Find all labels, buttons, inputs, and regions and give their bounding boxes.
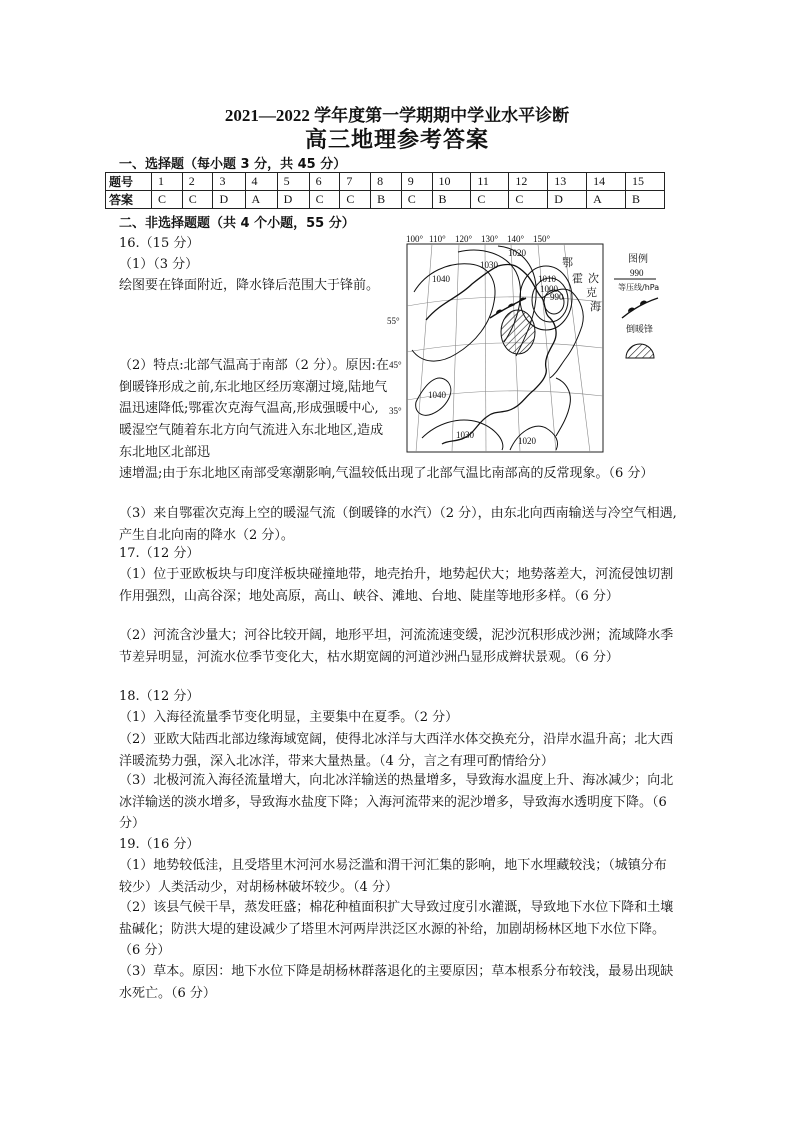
lon-label: 130° [481, 234, 499, 244]
table-cell: D [213, 191, 245, 209]
q18-part3-text: （3）北极河流入海径流量增大，向北冰洋输送的热量增多，导致海水温度上升、海冰减少；向北冰洋输送的淡水增多，导致海水盐度下降；入海河流带来的泥沙增多，导致海水透明度下降。（6 分） [119, 773, 674, 832]
exam-title: 2021—2022 学年度第一学期期中学业水平诊断 [224, 106, 570, 125]
table-cell: B [371, 191, 402, 209]
q18-part2-text: （2）亚欧大陆西北部边缘海域宽阔，使得北冰洋与大西洋水体交换充分，沿岸水温升高；北大西洋暖流势力强，深入北冰洋，带来大量热量。（4 分，言之有理可酌情给分） [119, 732, 674, 769]
table-cell: 12 [509, 173, 548, 191]
weather-map-figure [386, 232, 682, 458]
question-number-row [106, 173, 665, 191]
table-cell: 15 [625, 173, 664, 191]
table-cell: C [309, 191, 340, 209]
table-cell: 6 [309, 173, 340, 191]
q17-part1-text: （1）位于亚欧板块与印度洋板块碰撞地带，地壳抬升，地势起伏大；地势落差大，河流侵蚀切割作用强烈，山高谷深；地处高原，高山、峡谷、滩地、台地、陡崖等地形多样。（6 分） [119, 567, 674, 604]
lon-label: 140° [507, 234, 525, 244]
q18-heading: 18.（12 分） [119, 689, 200, 704]
lat-label: 35° [389, 406, 402, 416]
section2-heading: 二、非选择题题（共 4 个小题，55 分） [119, 216, 355, 231]
isobar-label: 1020 [508, 248, 526, 258]
sea-label-char: 海 [590, 300, 601, 313]
q17-part2-text: （2）河流含沙量大；河谷比较开阔，地形平坦，河流流速变缓，泥沙沉积形成沙洲；流域降水季节差异明显，河流水位季节变化大，枯水期宽阔的河道沙洲凸显形成辫状景观。（6 分） [119, 628, 674, 665]
legend-isobar-value: 990 [630, 268, 644, 278]
table-cell: C [152, 191, 183, 209]
answer-table [105, 172, 665, 209]
isobar-label: 1020 [518, 436, 536, 446]
isobar-label: 1030 [456, 430, 474, 440]
isobar-label: 1040 [432, 274, 450, 284]
table-cell: 10 [432, 173, 471, 191]
q17-heading: 17.（12 分） [119, 546, 200, 561]
q19-part1-text: （1）地势较低洼，且受塔里木河河水易泛滥和渭干河汇集的影响，地下水埋藏较浅；（城镇分布较少）人类活动少，对胡杨林破坏较少。（4 分） [119, 858, 667, 895]
table-cell: 9 [401, 173, 432, 191]
table-cell: 11 [471, 173, 509, 191]
isobar-line-1040-north [412, 264, 495, 361]
table-cell: A [587, 191, 626, 209]
table-cell: C [401, 191, 432, 209]
table-cell: C [340, 191, 371, 209]
lon-label: 150° [533, 234, 551, 244]
row-label-answer: 答案 [106, 191, 152, 209]
lon-label: 100° [406, 234, 424, 244]
legend-front-line [622, 298, 658, 318]
isobar-label: 1030 [480, 260, 498, 270]
q19-part3-text: （3）草本。原因：地下水位下降是胡杨林群落退化的主要原因；草本根系分布较浅，最易出现缺水死亡。（6 分） [119, 964, 674, 1001]
table-cell: 7 [340, 173, 371, 191]
sea-label-char: 次 [588, 272, 599, 285]
table-cell: B [432, 191, 471, 209]
weather-map [386, 232, 682, 458]
q18-part1-text: （1）入海径流量季节变化明显，主要集中在夏季。（2 分） [119, 710, 459, 725]
lon-label: 110° [429, 234, 446, 244]
q19-part2-text: （2）该县气候干旱，蒸发旺盛；棉花种植面积扩大导致过度引水灌溉，导致地下水位下降和土壤盐碱化；防洪大堤的建设减少了塔里木河两岸洪泛区水源的补给，加剧胡杨林区地下水位下降。（6 分） [119, 900, 674, 959]
exam-subtitle: 高三地理参考答案 [304, 128, 489, 153]
table-cell: 5 [277, 173, 309, 191]
isobar-label: 1040 [428, 390, 446, 400]
lat-label: 45° [389, 360, 402, 370]
lon-label: 120° [455, 234, 473, 244]
q16-part1-heading: （1）（3 分） [119, 257, 199, 272]
table-cell: C [471, 191, 509, 209]
legend-front-label: 倒暖锋 [626, 325, 654, 335]
table-cell: 13 [548, 173, 587, 191]
q16-heading: 16.（15 分） [119, 236, 200, 251]
table-cell: C [182, 191, 213, 209]
table-cell: B [625, 191, 664, 209]
lat-label: 55° [387, 316, 400, 326]
table-cell: C [509, 191, 548, 209]
table-cell: A [245, 191, 277, 209]
q16-part2-continued: 速增温;由于东北地区南部受寒潮影响,气温较低出现了北部气温比南部高的反常现象。（6 分） [119, 466, 654, 481]
sea-label-char: 霍 [572, 272, 583, 285]
table-cell: 3 [213, 173, 245, 191]
legend-title: 图例 [628, 254, 648, 265]
sea-label-char: 克 [586, 286, 597, 299]
legend-isobar-label: 等压线/hPa [618, 283, 660, 292]
q16-part3-text: （3）来自鄂霍次克海上空的暖湿气流（倒暖锋的水汽）（2 分），由东北向西南输送与冷空气相遇,产生自北向南的降水（2 分）。 [119, 506, 677, 543]
section1-heading: 一、选择题（每小题 3 分，共 45 分） [119, 157, 347, 172]
table-cell: 8 [371, 173, 402, 191]
table-cell: 1 [152, 173, 183, 191]
map-legend [614, 252, 659, 358]
table-cell: D [548, 191, 587, 209]
isobar-label: 1000 [540, 284, 558, 294]
sea-label-char: 鄂 [562, 256, 573, 269]
legend-precipitation-symbol [626, 344, 654, 358]
q16-part1-text: 绘图要在锋面附近，降水锋后范围大于锋前。 [119, 278, 380, 293]
precipitation-area [501, 310, 535, 354]
japan-coast [556, 378, 570, 436]
table-cell: D [277, 191, 309, 209]
row-label-number: 题号 [106, 173, 152, 191]
q19-heading: 19.（16 分） [119, 837, 200, 852]
table-cell: 14 [587, 173, 626, 191]
table-cell: 4 [245, 173, 277, 191]
isobar-label: 1010 [538, 274, 556, 284]
table-cell: 2 [182, 173, 213, 191]
q16-part2-text: （2）特点:北部气温高于南部（2 分）。原因:在倒暖锋形成之前,东北地区经历寒潮过境,陆地气温迅速降低;鄂霍次克海气温高,形成强暖中心,暖湿空气随着东北方向气流进入东北地区,造成东北地区北部迅 [119, 358, 389, 460]
isobar-label: 990 [550, 292, 564, 302]
answer-row [106, 191, 665, 209]
